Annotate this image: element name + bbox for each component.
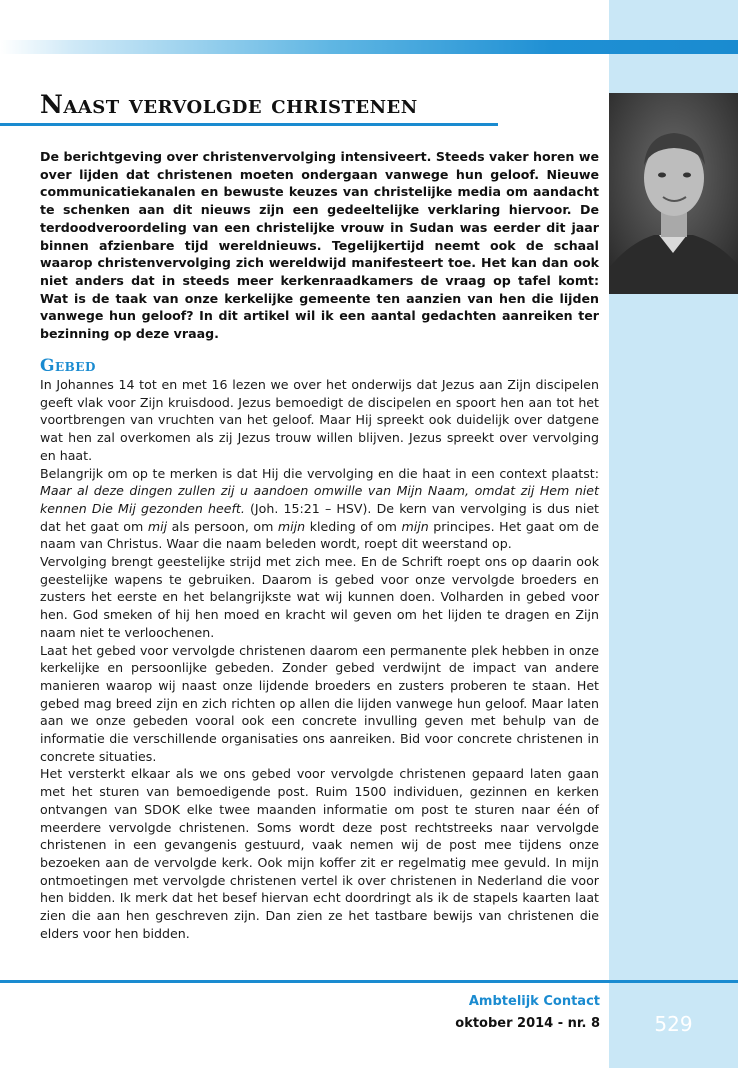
bible-quote: Maar al deze dingen zullen zij u aandoen omwille van Mijn Naam, omdat zij Hem niet kennen Die Mij gezonden heeft. [40, 483, 599, 516]
paragraph-4: Laat het gebed voor vervolgde christenen daarom een permanente plek hebben in onze kerkelijke en persoonlijke gebeden. Zonder gebed verdwijnt de impact van andere manieren waarop wij naast onze lijdende broeders en zusters proberen te staan. Het gebed mag breed zijn en zich richten op allen die lijden vanwege hun geloof. Maar laten aan we onze gebeden vooral ook een concrete invulling geven met behulp van de informatie die verschillende organisaties ons aanreiken. Bid voor concrete christenen in concrete situaties. [40, 642, 599, 764]
section-heading: Gebed [40, 356, 96, 376]
paragraph-3: Vervolging brengt geestelijke strijd met zich mee. En de Schrift roept ons op daarin ook geestelijke wapens te gebruiken. Daarom is gebed voor onze vervolgde broeders en zusters het eerste en het belangrijkste wat wij kunnen doen. Volharden in gebed voor hen. God smeken of hij hen moed en kracht wil geven om het lijden te dragen en Zijn naam niet te verloochenen. [40, 554, 599, 640]
issue-label: oktober 2014 - nr. 8 [455, 1016, 600, 1031]
magazine-name: Ambtelijk Contact [468, 994, 600, 1009]
article-intro: De berichtgeving over christenvervolging intensiveert. Steeds vaker horen we over lijden dat christenen moeten ondergaan vanwege hun geloof. Nieuwe communicatiekanalen en bewuste keuzes van christelijke media om aandacht te schenken aan dit nieuws zijn een gedeeltelijke verklaring hiervoor. De terdoodveroordeling van een christelijke vrouw in Sudan was eerder dit jaar binnen afzienbare tijd wereldnieuws. Tegelijkertijd neemt ook de schaal waarop christenvervolging zich wereldwijd manifesteert toe. Het kan dan ook niet anders dat in steeds meer kerkenraadkamers de vraag op tafel komt: Wat is de taak van onze kerkelijke gemeente ten aanzien van hen die lijden vanwege hun geloof? In dit artikel wil ik een aantal gedachten aanreiken ter bezinning op deze vraag. [40, 149, 599, 342]
author-portrait-image [609, 93, 738, 294]
title-underline [0, 123, 498, 126]
paragraph-2: Belangrijk om op te merken is dat Hij die vervolging en die haat in een context plaatst: Maar al deze dingen zullen zij u aandoen omwille van Mijn Naam, omdat zij Hem niet kennen Die Mij gezonden heeft. (Joh. 15:21 – HSV). De kern van vervolging is dus niet dat het gaat om mij als persoon, om mijn kleding of om mijn principes. Het gaat om de naam van Christus. Waar die naam beleden wordt, roept dit weerstand op. [40, 465, 600, 552]
page-number: 529 [654, 1012, 693, 1036]
footer-rule [0, 980, 738, 983]
paragraph-5: Het versterkt elkaar als we ons gebed voor vervolgde christenen gepaard laten gaan met het sturen van bemoedigende post. Ruim 1500 individuen, gezinnen en kerken ontvangen van SDOK elke twee maanden informatie om post te sturen naar één of meerdere vervolgde christenen. Soms wordt deze post rechtstreeks naar vervolgde christenen in een gevangenis gestuurd, vaak nemen wij de post mee tijdens onze bezoeken aan de vervolgde kerk. Ook mijn koffer zit er regelmatig mee gevuld. In mijn ontmoetingen met vervolgde christenen vertel ik over christenen in Nederland die voor hen bidden. Ik merk dat het besef hiervan echt doordringt als ik de stapels kaarten laat zien die aan hen geschreven zijn. Dan zien ze het tastbare bewijs van christenen die elders voor hen bidden. [40, 766, 599, 941]
article-title: Naast vervolgde christenen [40, 90, 418, 119]
author-photo [609, 93, 738, 294]
paragraph-1: In Johannes 14 tot en met 16 lezen we over het onderwijs dat Jezus aan Zijn discipelen geeft vlak voor Zijn kruisdood. Jezus bemoedigt de discipelen en spoort hen aan tot het voortbrengen van vruchten van het geloof. Maar Hij spreekt ook duidelijk over datgene wat hen zal overkomen als zij Jezus trouw willen blijven. Jezus spreekt over vervolging en haat. [40, 377, 599, 463]
top-gradient-bar [0, 40, 738, 54]
article-body [40, 376, 599, 943]
